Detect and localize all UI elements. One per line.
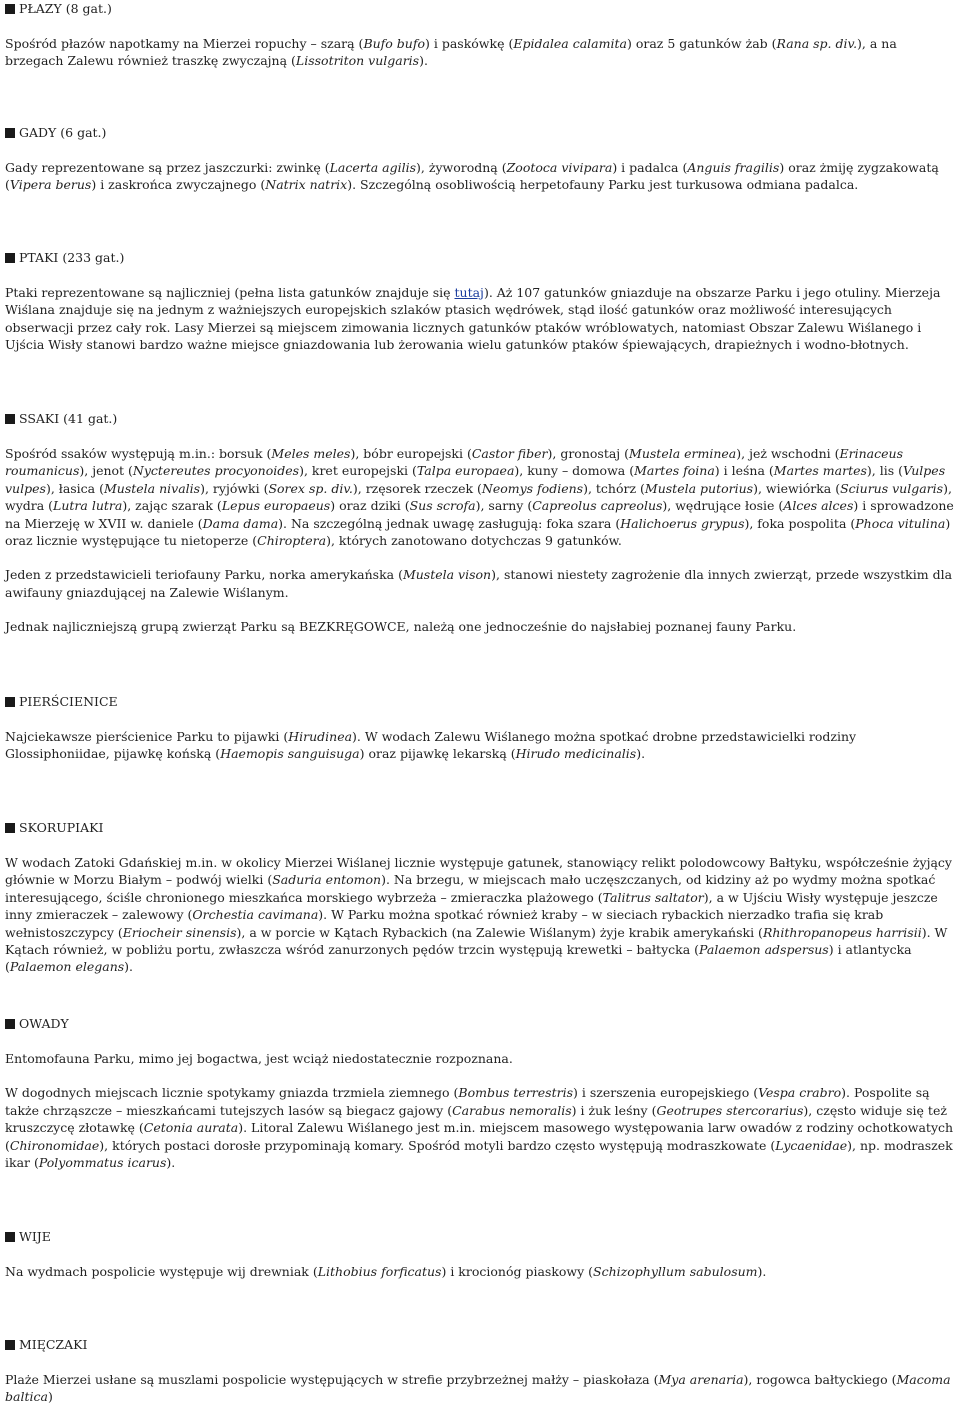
bullet-square-icon (5, 4, 15, 14)
latin-name: Halichoerus grypus (620, 515, 745, 531)
section-heading: SKORUPIAKI (5, 819, 958, 837)
section-heading: MIĘCZAKI (5, 1336, 958, 1354)
text-run: ). (757, 1264, 767, 1279)
text-run: Najciekawsze pierścienice Parku to pijawki ( (5, 729, 289, 744)
latin-name: Palaemon elegans (9, 959, 125, 975)
text-run: Jednak najliczniejszą grupą zwierząt Parku są BEZKRĘGOWCE, należą one jednocześnie do najsłabiej poznanej fauny Parku. (5, 619, 797, 635)
latin-name: Haemopis sanguisuga (220, 746, 360, 762)
latin-name: Dama dama (202, 515, 279, 531)
text-run: ) oraz pijawkę lekarską ( (359, 746, 516, 762)
paragraph (5, 445, 958, 549)
latin-name: Eriocheir sinensis (122, 924, 237, 940)
text-run: ), a w Ujściu Wisły występuje jeszcze inny zmieraczek – zalewowy ( (5, 889, 938, 923)
paragraph (5, 1050, 958, 1067)
text-run: ), wiewiórka ( (753, 480, 841, 496)
latin-name: Epidalea calamita (513, 36, 627, 51)
latin-name: Geotrupes stercorarius (656, 1102, 804, 1118)
latin-name: Talpa europaea (416, 463, 515, 479)
latin-name: Lepus europaeus (221, 498, 331, 514)
latin-name: Lissotriton vulgaris (295, 53, 420, 69)
text-run: ), a na brzegach Zalewu również traszkę zwyczajną ( (5, 36, 897, 69)
bullet-square-icon (5, 128, 15, 138)
text-run: Plaże Mierzei usłane są muszlami pospolicie występujących w strefie przybrzeżnej małży – piaskołaza ( (5, 1372, 659, 1387)
text-run: Entomofauna Parku, mimo jej bogactwa, jest wciąż niedostatecznie rozpoznana. (5, 1051, 513, 1066)
text-run: ), których zanotowano dotychczas 9 gatunków. (326, 533, 622, 549)
bullet-square-icon (5, 1232, 15, 1242)
text-run: ), ryjówki ( (200, 480, 269, 496)
paragraph (5, 159, 958, 194)
text-run: ) i żuk leśny ( (571, 1102, 657, 1118)
text-run: ), rzęsorek rzeczek ( (352, 480, 482, 496)
text-run: Spośród płazów napotkamy na Mierzei ropuchy – szarą ( (5, 36, 364, 51)
latin-name: Polyommatus icarus (38, 1155, 167, 1171)
latin-name: Nyctereutes procyonoides (132, 463, 300, 479)
latin-name: Castor fiber (471, 446, 548, 461)
text-run: ) i sprowadzone na Mierzeję w XVII w. daniele ( (5, 498, 954, 531)
text-run: ). (124, 959, 134, 975)
text-run: ), wędrujące łosie ( (662, 498, 784, 514)
section-skorupiaki (5, 819, 958, 976)
latin-name: Rhithropanopeus harrisii (762, 924, 922, 940)
text-run: ), kret europejski ( (299, 463, 417, 479)
text-run: ) oraz żmiję zygzakowatą ( (5, 160, 939, 193)
text-run: ). W Parku można spotkać również kraby – w sieciach rybackich nierzadko trafia się krab wełnistoszczypcy ( (5, 907, 884, 940)
latin-name: Martes foina (634, 463, 715, 479)
text-run: ), jenot ( (79, 463, 133, 479)
text-run: ) (47, 1389, 53, 1405)
text-run: Spośród ssaków występują m.in.: borsuk ( (5, 446, 272, 461)
latin-name: Anguis fragilis (687, 160, 780, 175)
latin-name: Hirudinea (288, 729, 353, 744)
text-run: ), zając szarak ( (122, 498, 222, 514)
latin-name: Martes martes (773, 463, 867, 479)
section-heading: PŁAZY (8 gat.) (5, 0, 958, 18)
text-run: ). (419, 53, 428, 69)
latin-name: Talitrus saltator (602, 889, 704, 905)
bullet-square-icon (5, 414, 15, 424)
latin-name: Mustela nivalis (103, 480, 201, 496)
latin-name: Mya arenaria (658, 1372, 744, 1387)
latin-name: Mustela erminea (629, 446, 737, 461)
latin-name: Sciurus vulgaris (840, 480, 944, 496)
paragraph (5, 1084, 958, 1171)
text-run: ) i leśna ( (714, 463, 774, 479)
bullet-square-icon (5, 253, 15, 263)
section-plazy (5, 0, 958, 70)
text-run: ), np. modraszek ikar ( (5, 1137, 953, 1171)
text-run: ). W wodach Zalewu Wiślanego można spotkać drobne przedstawicielki rodziny Glossiphoniidae, pijawkę końską ( (5, 729, 857, 762)
section-ptaki (5, 249, 958, 354)
text-run: ), rogowca bałtyckiego ( (743, 1372, 897, 1387)
latin-name: Alces alces (783, 498, 854, 514)
latin-name: Macoma baltica (5, 1372, 951, 1405)
bullet-square-icon (5, 823, 15, 833)
text-run: ), tchórz ( (583, 480, 645, 496)
paragraph (5, 618, 958, 635)
paragraph (5, 284, 958, 354)
text-run: Na wydmach pospolicie występuje wij drewniak ( (5, 1264, 318, 1279)
section-ssaki (5, 410, 958, 636)
section-heading: PIERŚCIENICE (5, 693, 958, 711)
section-pierscienice (5, 693, 958, 763)
text-run: ), jeż wschodni ( (736, 446, 840, 461)
text-run: ), żyworodną ( (416, 160, 507, 175)
latin-name: Zootoca vivipara (506, 160, 613, 175)
section-heading: WIJE (5, 1228, 958, 1246)
latin-name: Lutra lutra (53, 498, 123, 514)
paragraph (5, 1263, 958, 1280)
text-run: ), gronostaj ( (547, 446, 630, 461)
latin-name: Rana sp. div. (776, 36, 858, 51)
text-run: ). (166, 1155, 176, 1171)
bullet-square-icon (5, 697, 15, 707)
text-run: ), kuny – domowa ( (514, 463, 635, 479)
text-run: ). Aż 107 gatunków gniazduje na obszarze Parku i jego otuliny. Mierzeja Wiślana znajduje się na jednym z ważniejszych europejskich szlaków ptasich wędrówek, stąd ilość gatunków oraz możliwość interesujących obserwacji przez cały rok. Lasy Mierzei są miejscem zimowania licznych gatunków ptaków wróblowatych, natomiast Obszar Zalewu Wiślanego i Ujścia Wisły stanowi bardzo ważne miejsce gniazdowania lub żerowania wielu gatunków ptaków śpiewających, drapieżnych i wodno-błotnych. (5, 285, 941, 353)
latin-name: Lycaenidae (775, 1137, 848, 1153)
latin-name: Saduria entomon (272, 872, 382, 888)
paragraph (5, 1371, 958, 1406)
latin-name: Lithobius forficatus (317, 1264, 442, 1279)
text-run: ). Na brzegu, w miejscach mało uczęszczanych, od kidziny aż po wydmy można spotkać interesującego, ściśle chronionego mieszkańca morskiego wybrzeża – zmieraczka plażowego ( (5, 872, 936, 905)
bullet-square-icon (5, 1019, 15, 1029)
text-run: ), lis ( (866, 463, 904, 479)
section-heading: OWADY (5, 1015, 958, 1033)
text-run: ). Na szczególną jednak uwagę zasługują: foka szara ( (278, 515, 621, 531)
text-run: ), foka pospolita ( (744, 515, 856, 531)
text-run: ). (636, 746, 646, 762)
latin-name: Erinaceus roumanicus (5, 446, 903, 479)
latin-name: Vipera berus (9, 177, 92, 193)
paragraph (5, 566, 958, 601)
text-run: ) i zaskrońca zwyczajnego ( (91, 177, 266, 193)
latin-name: Lacerta agilis (329, 160, 417, 175)
text-run: ). Pospolite są także chrząszcze – mieszkańcami tutejszych lasów są biegacz gajowy ( (5, 1085, 930, 1118)
latin-name: Vespa crabro (758, 1085, 842, 1101)
text-run: Ptaki reprezentowane są najliczniej (pełna lista gatunków znajduje się (5, 285, 455, 300)
latin-name: Palaemon adspersus (699, 942, 829, 958)
text-run: ). W Kątach również, w pobliżu portu, zwłaszcza wśród zanurzonych pędów trzcin występują krewetki – bałtycka ( (5, 924, 948, 958)
latin-name: Mustela putorius (644, 480, 754, 496)
latin-name: Chiroptera (257, 533, 327, 549)
latin-name: Vulpes vulpes (5, 463, 946, 496)
section-heading: GADY (6 gat.) (5, 124, 958, 142)
latin-name: Bombus terrestris (458, 1085, 574, 1101)
latin-name: Carabus nemoralis (452, 1102, 572, 1118)
section-owady (5, 1015, 958, 1171)
text-run: Gady reprezentowane są przez jaszczurki: zwinkę ( (5, 160, 330, 175)
text-run: ), bóbr europejski ( (350, 446, 472, 461)
latin-name: Meles meles (271, 446, 351, 461)
latin-name: Schizophyllum sabulosum (593, 1264, 758, 1279)
section-gady (5, 124, 958, 194)
paragraph (5, 854, 958, 976)
section-heading: PTAKI (233 gat.) (5, 249, 958, 267)
latin-name: Phoca vitulina (855, 515, 946, 531)
text-run: Jeden z przedstawicieli teriofauny Parku, norka amerykańska ( (5, 567, 403, 583)
bullet-square-icon (5, 1340, 15, 1350)
latin-name: Hirudo medicinalis (515, 746, 637, 762)
text-run: ) i krocionóg piaskowy ( (441, 1264, 594, 1279)
latin-name: Neomys fodiens (481, 480, 584, 496)
text-run: ), stanowi niestety zagrożenie dla innych zwierząt, przede wszystkim dla awifauny gniazdującej na Zalewie Wiślanym. (5, 567, 953, 600)
paragraph (5, 728, 958, 763)
text-run: ), wydra ( (5, 480, 952, 514)
text-run: ) oraz licznie występujące tu nietoperze ( (5, 515, 951, 549)
text-run: ). Litoral Zalewu Wiślanego jest m.in. miejscem masowego występowania larw owadów z rodziny ochotkowatych ( (5, 1120, 954, 1153)
latin-name: Mustela vison (402, 567, 492, 583)
text-run: ), sarny ( (475, 498, 533, 514)
text-run: ) i szerszenia europejskiego ( (573, 1085, 759, 1101)
latin-name: Cetonia aurata (143, 1120, 239, 1136)
text-run: ) i padalca ( (612, 160, 688, 175)
latin-name: Orchestia cavimana (192, 907, 319, 923)
latin-name: Chironomidae (9, 1137, 100, 1153)
text-run: W wodach Zatoki Gdańskiej m.in. w okolicy Mierzei Wiślanej licznie występuje gatunek, stanowiący relikt polodowcowy Bałtyku, współcześnie żyjący głównie w Morzu Białym – podwój wielki ( (5, 855, 952, 888)
species-list-link[interactable]: tutaj (454, 285, 484, 300)
latin-name: Capreolus capreolus (532, 498, 663, 514)
text-run: ), a w porcie w Kątach Rybackich (na Zalewie Wiślanym) żyje krabik amerykański ( (236, 924, 763, 940)
latin-name: Natrix natrix (265, 177, 348, 193)
section-wije (5, 1228, 958, 1280)
section-mieczaki (5, 1336, 958, 1406)
text-run: ). Szczególną osobliwością herpetofauny Parku jest turkusowa odmiana padalca. (347, 177, 859, 193)
text-run: ) oraz dziki ( (330, 498, 410, 514)
text-run: ) i atlantycka ( (5, 942, 912, 975)
paragraph (5, 35, 958, 70)
text-run: W dogodnych miejscach licznie spotykamy gniazda trzmiela ziemnego ( (5, 1085, 459, 1101)
text-run: ), łasica ( (45, 480, 104, 496)
text-run: ) oraz 5 gatunków żab ( (626, 36, 777, 51)
text-run: ) i paskówkę ( (425, 36, 514, 51)
latin-name: Sorex sp. div. (268, 480, 353, 496)
latin-name: Sus scrofa (409, 498, 476, 514)
text-run: ), których postaci dorosłe przypominają komary. Spośród motyli bardzo często występują modraszkowate ( (99, 1137, 776, 1153)
section-heading: SSAKI (41 gat.) (5, 410, 958, 428)
latin-name: Bufo bufo (363, 36, 426, 51)
text-run: ), często widuje się też kruszczycę złotawkę ( (5, 1102, 947, 1136)
